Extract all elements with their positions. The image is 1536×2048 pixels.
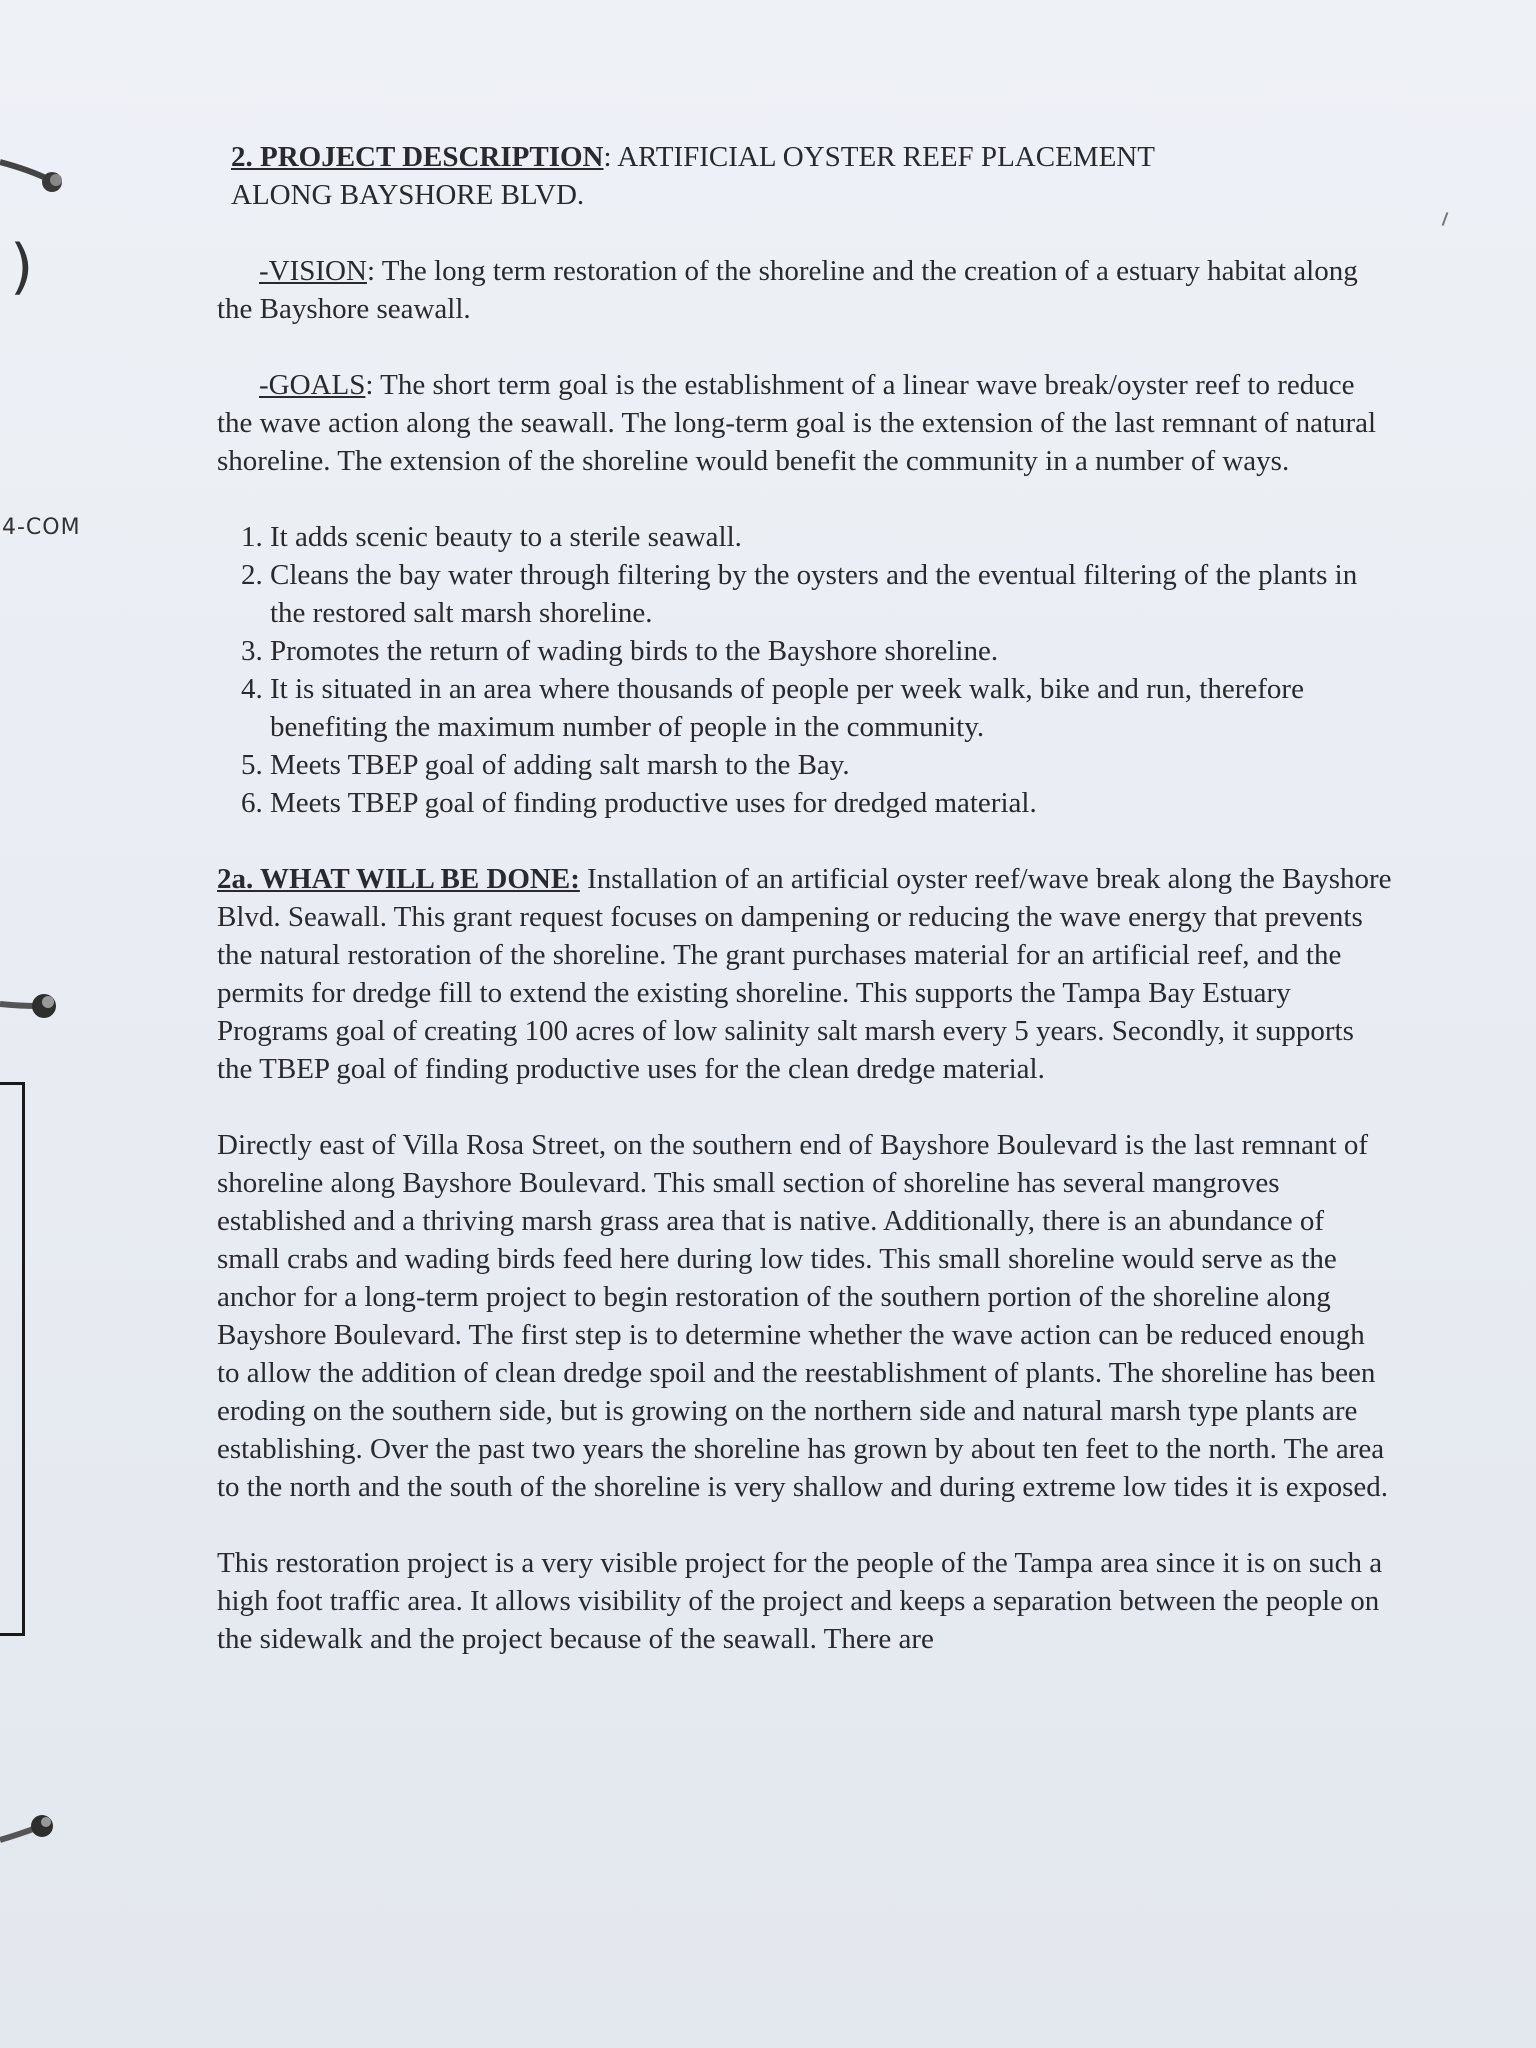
binder-hole-icon	[0, 150, 70, 210]
what-will-be-done-text: Installation of an artificial oyster reef/wave break along the Bayshore Blvd. Seawall. This grant request focuses on dampening or reducing the wave energy that prevents the natural restoration of the shoreline. The grant purchases material for an artificial reef, and the permits for dredge fill to extend the existing shoreline. This supports the Tampa Bay Estuary Programs goal of creating 100 acres of low salinity salt marsh every 5 years. Secondly, it supports the TBEP goal of finding productive uses for the clean dredge material.	[217, 863, 1392, 1085]
section-title-text-line2: ALONG BAYSHORE BLVD.	[231, 179, 585, 211]
what-will-be-done-label: 2a. WHAT WILL BE DONE:	[217, 863, 580, 895]
list-item: 3. Promotes the return of wading birds to the Bayshore shoreline.	[270, 632, 1392, 670]
margin-bracket	[0, 1082, 25, 1636]
stray-mark	[1442, 212, 1449, 226]
benefits-list	[217, 518, 1392, 822]
list-item: 6. Meets TBEP goal of finding productive uses for dredged material.	[270, 784, 1392, 822]
section-title	[231, 138, 1392, 214]
binder-hole-icon	[0, 1800, 70, 1860]
what-will-be-done-paragraph	[217, 860, 1392, 1088]
goals-label: -GOALS	[259, 369, 366, 401]
villa-rosa-paragraph: Directly east of Villa Rosa Street, on the southern end of Bayshore Boulevard is the last remnant of shoreline along Bayshore Boulevard. This small section of shoreline has several mangroves established and a thriving marsh grass area that is native. Additionally, there is an abundance of small crabs and wading birds feed here during low tides. This small shoreline would serve as the anchor for a long-term project to begin restoration of the southern portion of the shoreline along Bayshore Boulevard. The first step is to determine whether the wave action can be reduced enough to allow the addition of clean dredge spoil and the reestablishment of plants. The shoreline has been eroding on the southern side, but is growing on the northern side and natural marsh type plants are establishing. Over the past two years the shoreline has grown by about ten feet to the north. The area to the north and the south of the shoreline is very shallow and during extreme low tides it is exposed.	[217, 1129, 1389, 1503]
list-item: 4. It is situated in an area where thousands of people per week walk, bike and run, therefore benefiting the maximum number of people in the community.	[270, 670, 1392, 746]
visibility-paragraph: This restoration project is a very visible project for the people of the Tampa area since it is on such a high foot traffic area. It allows visibility of the project and keeps a separation between the people on the sidewalk and the project because of the seawall. There are	[217, 1547, 1383, 1655]
binder-hole-icon	[0, 976, 70, 1036]
list-item: 5. Meets TBEP goal of adding salt marsh to the Bay.	[270, 746, 1392, 784]
list-item: 2. Cleans the bay water through filtering by the oysters and the eventual filtering of the plants in the restored salt marsh shoreline.	[270, 556, 1392, 632]
goals-paragraph	[217, 366, 1392, 480]
section-title-text-line1: ARTIFICIAL OYSTER REEF PLACEMENT	[617, 141, 1155, 173]
document-body	[217, 138, 1392, 1658]
vision-label: -VISION	[259, 255, 367, 287]
list-item: 1. It adds scenic beauty to a sterile seawall.	[270, 518, 1392, 556]
margin-paren-mark: )	[10, 232, 34, 302]
vision-text: : The long term restoration of the shoreline and the creation of a estuary habitat along the Bayshore seawall.	[217, 255, 1358, 325]
goals-text: : The short term goal is the establishment of a linear wave break/oyster reef to reduce the wave action along the seawall. The long-term goal is the extension of the last remnant of natural shoreline. The extension of the shoreline would benefit the community in a number of ways.	[217, 369, 1377, 477]
section-title-colon: :	[603, 141, 618, 173]
vision-paragraph	[217, 252, 1392, 328]
section-title-label: 2. PROJECT DESCRIPTION	[231, 141, 604, 173]
margin-handwritten-note: 4-COM	[2, 515, 81, 540]
